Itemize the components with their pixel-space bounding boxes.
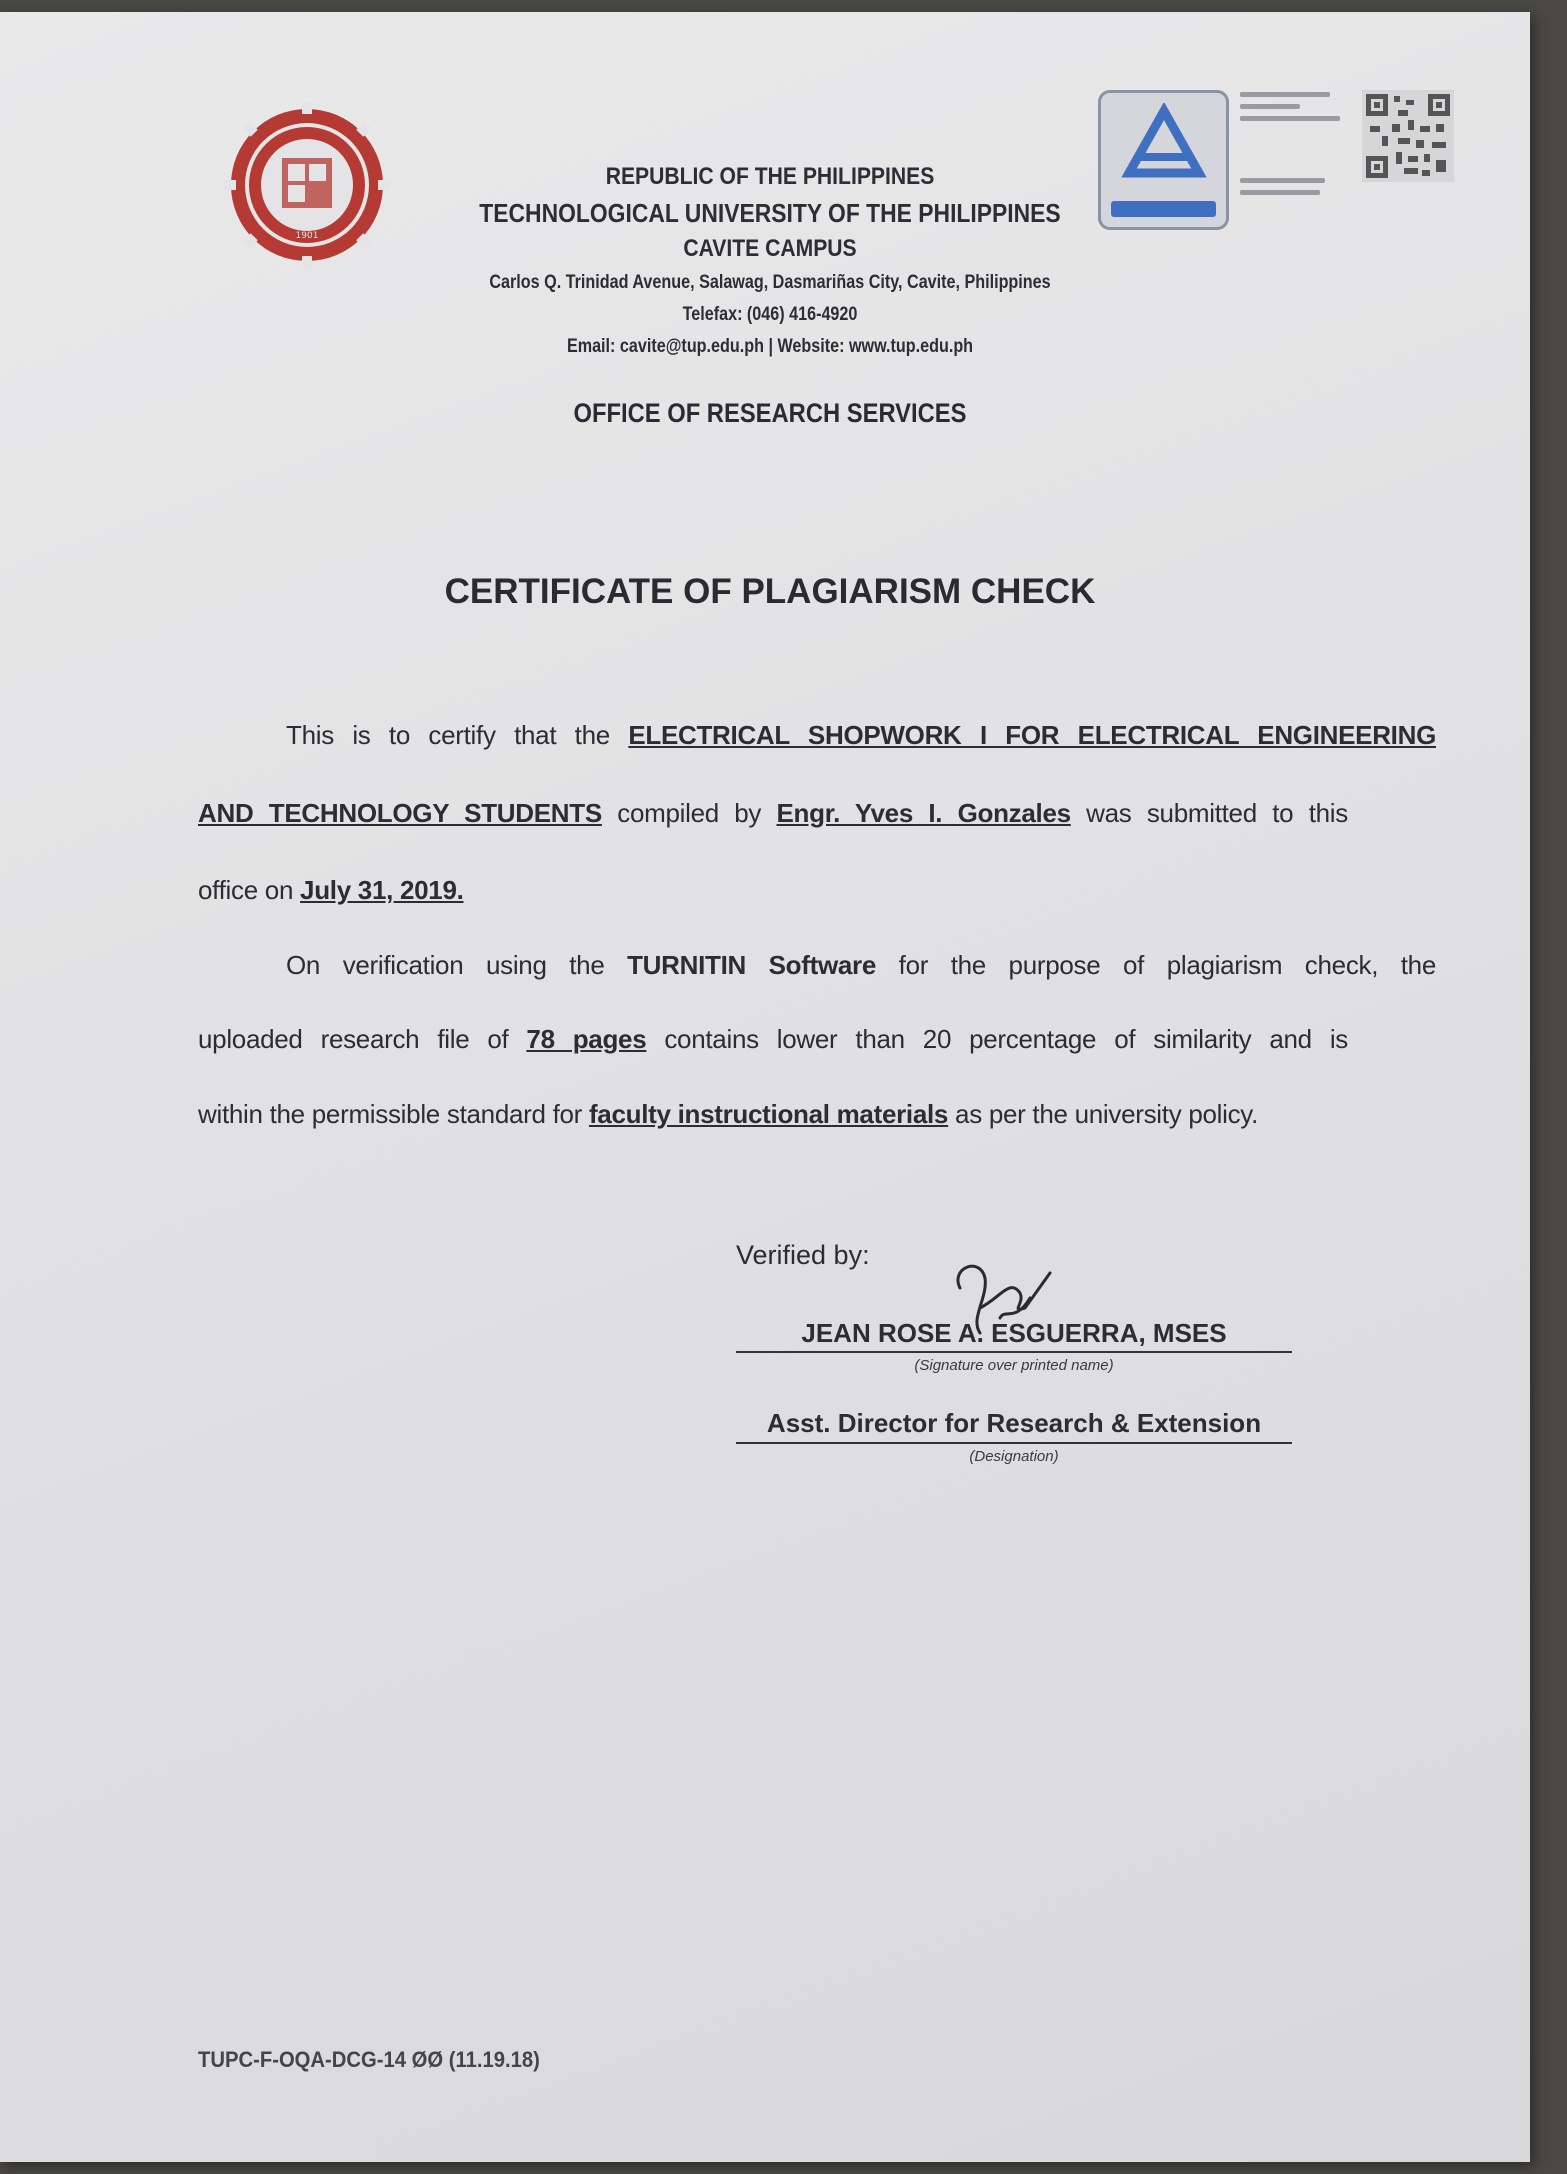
iso-certification-text	[1240, 92, 1340, 202]
verified-by-label: Verified by:	[736, 1240, 870, 1270]
paragraph-1-line-1	[198, 720, 1436, 751]
signature-caption: (Signature over printed name)	[914, 1357, 1114, 1374]
paragraph-2-line-3	[198, 1099, 1348, 1130]
paragraph-2-line-2	[198, 1024, 1348, 1055]
work-title-part-a: ELECTRICAL SHOPWORK I FOR ELECTRICAL ENGINEERING	[628, 720, 1437, 750]
address: Carlos Q. Trinidad Avenue, Salawag, Dasmariñas City, Cavite, Philippines	[489, 272, 1051, 293]
certificate-title: CERTIFICATE OF PLAGIARISM CHECK	[444, 572, 1096, 611]
software-name: TURNITIN Software	[627, 950, 877, 980]
designation-line	[736, 1442, 1292, 1444]
designation: Asst. Director for Research & Extension	[766, 1408, 1262, 1438]
policy-text: as per the university policy.	[948, 1099, 1258, 1129]
purpose-text: for the purpose of plagiarism check, the	[876, 950, 1436, 980]
work-title-part-b: AND TECHNOLOGY STUDENTS	[198, 798, 602, 828]
office-name: OFFICE OF RESEARCH SERVICES	[573, 398, 967, 428]
office-on-text: office on	[198, 875, 301, 905]
republic-line: REPUBLIC OF THE PHILIPPINES	[605, 163, 935, 190]
page-count: 78 pages	[526, 1024, 647, 1054]
designation-caption: (Designation)	[969, 1448, 1059, 1465]
submitted-text: was submitted to this	[1070, 798, 1348, 828]
intro-text: This is to certify that the	[286, 720, 629, 750]
compiled-by-text: compiled by	[601, 798, 777, 828]
certification-logo-icon	[1119, 103, 1209, 183]
signature-line	[736, 1351, 1292, 1353]
submission-date: July 31, 2019.	[300, 875, 464, 905]
verification-text: On verification using the	[286, 950, 628, 980]
similarity-text: contains lower than 20 percentage of similarity and is	[646, 1024, 1348, 1054]
uploaded-text: uploaded research file of	[198, 1024, 527, 1054]
qr-code-icon	[1362, 90, 1454, 182]
certification-badge	[1098, 90, 1229, 230]
paragraph-1-line-2	[198, 798, 1348, 829]
telefax: Telefax: (046) 416-4920	[682, 304, 858, 325]
letterhead	[320, 159, 1220, 363]
signatory-name: JEAN ROSE A. ESGUERRA, MSES	[801, 1318, 1227, 1348]
paragraph-2-line-1	[198, 950, 1436, 981]
certificate-page	[0, 12, 1530, 2162]
campus-name: CAVITE CAMPUS	[683, 235, 857, 262]
standard-text: within the permissible standard for	[198, 1099, 589, 1129]
badge-strip	[1111, 201, 1216, 217]
svg-text:1901: 1901	[295, 231, 319, 241]
university-name: TECHNOLOGICAL UNIVERSITY OF THE PHILIPPINES	[479, 198, 1061, 228]
materials-type: faculty instructional materials	[588, 1099, 949, 1129]
form-code: TUPC-F-OQA-DCG-14 ØØ (11.19.18)	[198, 2047, 540, 2072]
paragraph-1-line-3	[198, 875, 1348, 906]
author-name: Engr. Yves I. Gonzales	[776, 798, 1071, 828]
contact-info: Email: cavite@tup.edu.ph | Website: www.tup.edu.ph	[566, 336, 974, 357]
